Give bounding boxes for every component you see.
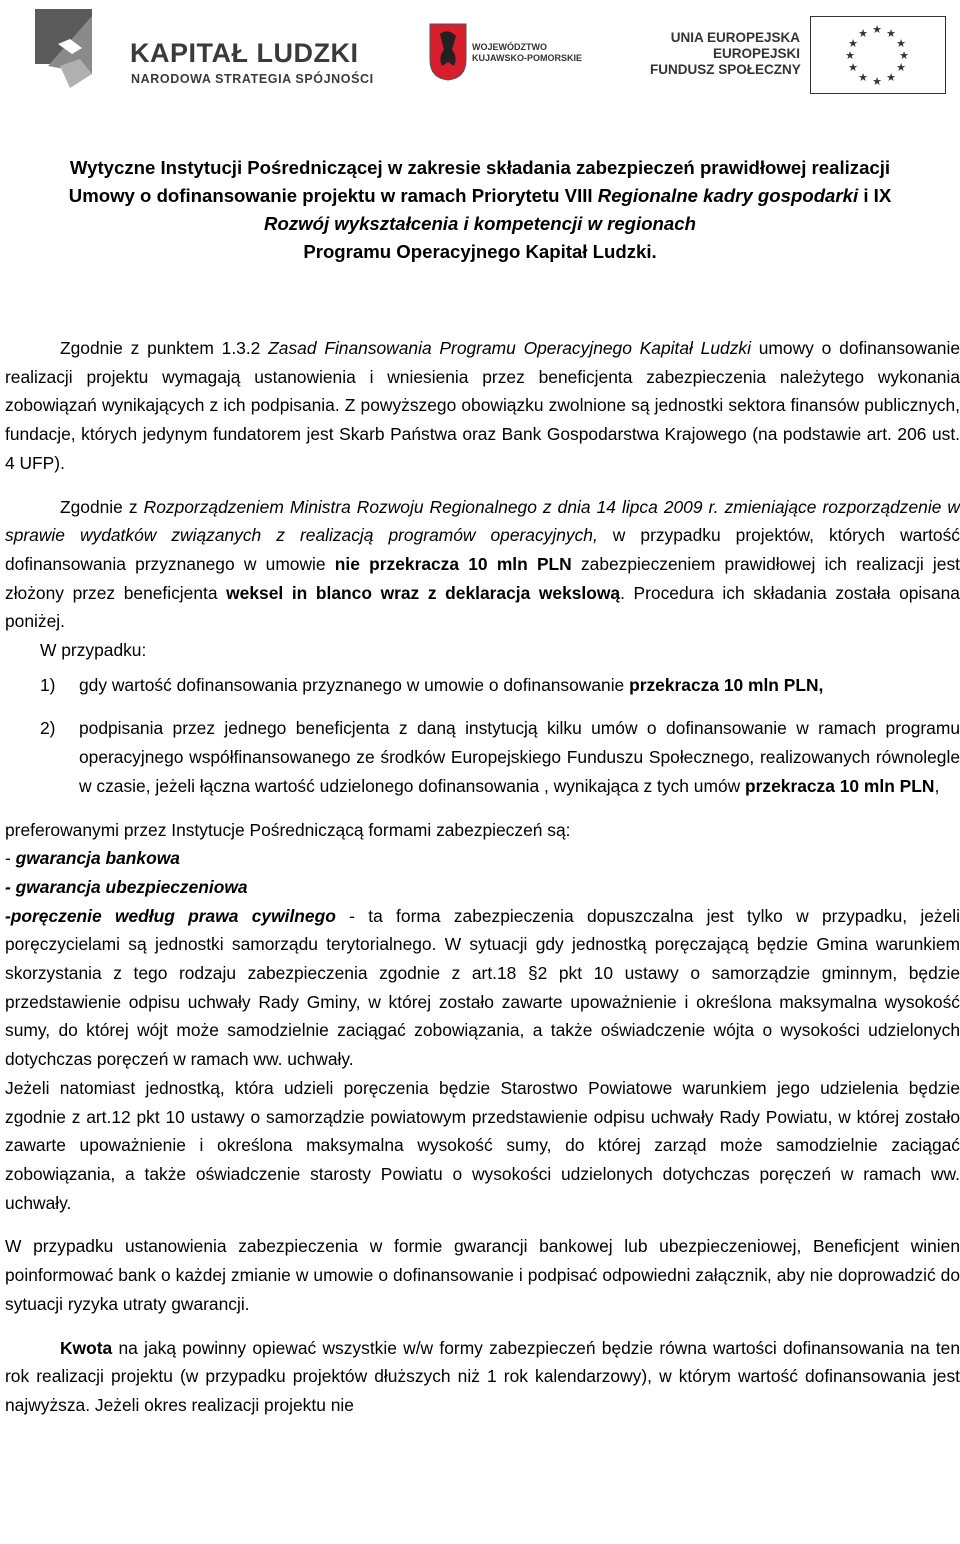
- svg-text:★: ★: [872, 23, 882, 36]
- svg-text:★: ★: [845, 49, 855, 62]
- paragraph-starostwo: Jeżeli natomiast jednostką, która udzieli poręczenia będzie Starostwo Powiatowe warunkiem jego udzielenia będzie zgodnie z art.12 pkt 10 ustawy o samorządzie powiatowym przedstawienie odpisu uchwały Rady Powiatu, w której zostało zawarte upoważnienie i określona maksymalna wysokość sumy, do której zarząd może samodzielnie zaciągać zobowiązania, a także oświadczenie starosty Powiatu o wysokości udzielonych dotychczas poręczeń w ramach ww. uchwały.: [5, 1077, 960, 1213]
- p2-f: weksel in blanco wraz z deklaracja wekslową: [226, 582, 621, 603]
- list-item-2-text: [79, 714, 960, 800]
- list-item-1-b: przekracza 10 mln PLN,: [629, 674, 824, 695]
- title-priority-name: Regionalne kadry gospodarki: [597, 185, 859, 206]
- form-item-3-label: -poręczenie według prawa cywilnego: [5, 905, 336, 926]
- svg-text:★: ★: [848, 37, 858, 50]
- p2-g: . Procedura ich składania została opisana poniżej.: [5, 582, 960, 632]
- p1-c: umowy o dofinansowanie realizacji projektu wymagają ustanowienia i wniesienia przez beneficjenta zabezpieczenia należytego wykonania zobowiązań wynikających z ich podpisania. Z powyższego obowiązku zwolnione są jednostki sektora finansów publicznych, fundacje, których jedynym fundatorem jest Skarb Państwa oraz Bank Gospodarstwa Krajowego (na podstawie art. 206 ust. 4 UFP).: [5, 338, 960, 473]
- p2-d: nie przekracza 10 mln PLN: [334, 553, 572, 574]
- wojewodztwo-line1: WOJEWÓDZTWO: [472, 42, 547, 52]
- spacer: [5, 478, 960, 493]
- list-item-1: [40, 671, 960, 700]
- wojewodztwo-line2: KUJAWSKO-POMORSKIE: [472, 53, 583, 63]
- spacer: [5, 699, 960, 714]
- list-item-2-a: podpisania przez jednego beneficjenta z daną instytucją kilku umów o dofinansowanie w ramach programu operacyjnego współfinansowanego ze środków Europejskiego Funduszu Społecznego, realizowanych równolegle w czasie, jeżeli łączna wartość udzielonego dofinansowania , wynikająca z tych umów: [79, 718, 960, 796]
- document-body: [5, 334, 960, 1420]
- p6-b: na jaką powinny opiewać wszystkie w/w formy zabezpieczeń będzie równa wartości dofinansowania na ten rok realizacji projektu (w przypadku projektów dłuższych niż 1 rok kalendarzowy), w którym wartość dofinansowania jest najwyższa. Jeżeli okres realizacji projektu nie: [5, 1337, 960, 1415]
- ue-line3: FUNDUSZ SPOŁECZNY: [650, 62, 801, 77]
- form-item-bank-guarantee: [5, 844, 960, 873]
- form-item-insurance-guarantee: - gwarancja ubezpieczeniowa: [5, 876, 248, 897]
- p2-a: Zgodnie z: [60, 496, 144, 517]
- spacer: [5, 801, 960, 816]
- paragraph-6: [5, 1334, 960, 1420]
- svg-text:★: ★: [886, 27, 896, 40]
- document-title: [8, 154, 952, 266]
- list-item-1-number: 1): [40, 674, 56, 695]
- coat-of-arms-icon: [428, 22, 468, 82]
- kapital-ludzki-subtitle: NARODOWA STRATEGIA SPÓJNOŚCI: [131, 72, 374, 86]
- p2-c: w przypadku projektów, których wartość dofinansowania przyznanego w umowie: [5, 525, 960, 574]
- ue-line1: UNIA EUROPEJSKA: [670, 30, 800, 45]
- wojewodztwo-logo: [428, 22, 628, 82]
- kapital-ludzki-logo-icon: [30, 4, 125, 94]
- form-item-civil-surety: [5, 902, 960, 1074]
- title-line-3: Rozwój wykształcenia i kompetencji w regionach: [264, 213, 696, 234]
- ue-line2: EUROPEJSKI: [712, 46, 800, 61]
- list-item-1-text: [79, 671, 960, 700]
- paragraph-4-intro: preferowanymi przez Instytucje Pośredniczącą formami zabezpieczeń są:: [5, 819, 571, 840]
- title-line-4: Programu Operacyjnego Kapitał Ludzki.: [303, 241, 657, 262]
- ue-efs-logo: [650, 8, 950, 94]
- list-item-2: [40, 714, 960, 800]
- list-item-2-number: 2): [40, 718, 56, 739]
- list-item-2-b: przekracza 10 mln PLN: [745, 775, 935, 796]
- p2-e: zabezpieczeniem prawidłowej ich realizacji jest złożony przez beneficjenta: [5, 553, 960, 603]
- svg-text:★: ★: [899, 49, 909, 62]
- svg-text:★: ★: [858, 27, 868, 40]
- p1-a: Zgodnie z punktem 1.3.2: [60, 338, 269, 358]
- p6-a: Kwota: [60, 1337, 113, 1358]
- wojewodztwo-name: [472, 42, 582, 64]
- spacer: [5, 1319, 960, 1334]
- title-line-1: Wytyczne Instytucji Pośredniczącej w zakresie składania zabezpieczeń prawidłowej realizacji: [69, 157, 891, 178]
- form-item-1-text: gwarancja bankowa: [15, 848, 180, 869]
- svg-text:★: ★: [858, 71, 868, 84]
- form-item-1-dash: -: [5, 848, 16, 869]
- title-line-2: [8, 182, 952, 210]
- p1-b: Zasad Finansowania Programu Operacyjnego Kapitał Ludzki: [268, 338, 751, 358]
- eu-flag-stars: [811, 17, 944, 92]
- eu-flag-icon: [810, 16, 946, 94]
- svg-text:★: ★: [896, 37, 906, 50]
- title-line-2-a: Umowy o dofinansowanie projektu w ramach Priorytetu VIII: [68, 185, 598, 206]
- paragraph-5: W przypadku ustanowienia zabezpieczenia w formie gwarancji bankowej lub ubezpieczeniowej, Beneficjent winien poinformować bank o każdej zmianie w umowie o dofinansowanie i podpisać odpowiedni załącznik, aby nie doprowadzić do sytuacji ryzyka utraty gwarancji.: [5, 1236, 960, 1314]
- paragraph-3: W przypadku:: [40, 640, 147, 661]
- kapital-ludzki-logo: [30, 4, 374, 94]
- list-item-2-c: ,: [934, 775, 940, 796]
- paragraph-2: [5, 493, 960, 637]
- page-header: [0, 0, 960, 100]
- ue-efs-name: [650, 30, 800, 78]
- svg-text:★: ★: [848, 61, 858, 74]
- svg-text:★: ★: [896, 61, 906, 74]
- svg-text:★: ★: [886, 71, 896, 84]
- spacer: [5, 1217, 960, 1232]
- svg-text:★: ★: [872, 75, 882, 88]
- p2-b: Rozporządzeniem Ministra Rozwoju Regionalnego z dnia 14 lipca 2009 r. zmieniające rozporządzenie w sprawie wydatków związanych z realizacją programów operacyjnych,: [5, 496, 960, 546]
- title-line-2-c: i IX: [858, 185, 892, 206]
- kapital-ludzki-name: KAPITAŁ LUDZKI: [130, 38, 359, 68]
- list-item-1-a: gdy wartość dofinansowania przyznanego w umowie o dofinansowanie: [79, 674, 630, 695]
- form-item-3-text: - ta forma zabezpieczenia dopuszczalna jest tylko w przypadku, jeżeli poręczycielami są jednostki samorządu terytorialnego. W sytuacji gdy jednostką poręczającą będzie Gmina warunkiem skorzystania z tego rodzaju zabezpieczenia zgodnie z art.18 §2 pkt 10 ustawy o samorządzie gminnym, będzie przedstawienie odpisu uchwały Rady Gminy, w której zostało zawarte upoważnienie i określona maksymalna wysokość sumy, do której wójt może samodzielnie zaciągać zobowiązania, a także oświadczenie wójta o wysokości udzielonych dotychczas poręczeń w ramach ww. uchwały.: [5, 905, 960, 1070]
- paragraph-1: [5, 334, 960, 478]
